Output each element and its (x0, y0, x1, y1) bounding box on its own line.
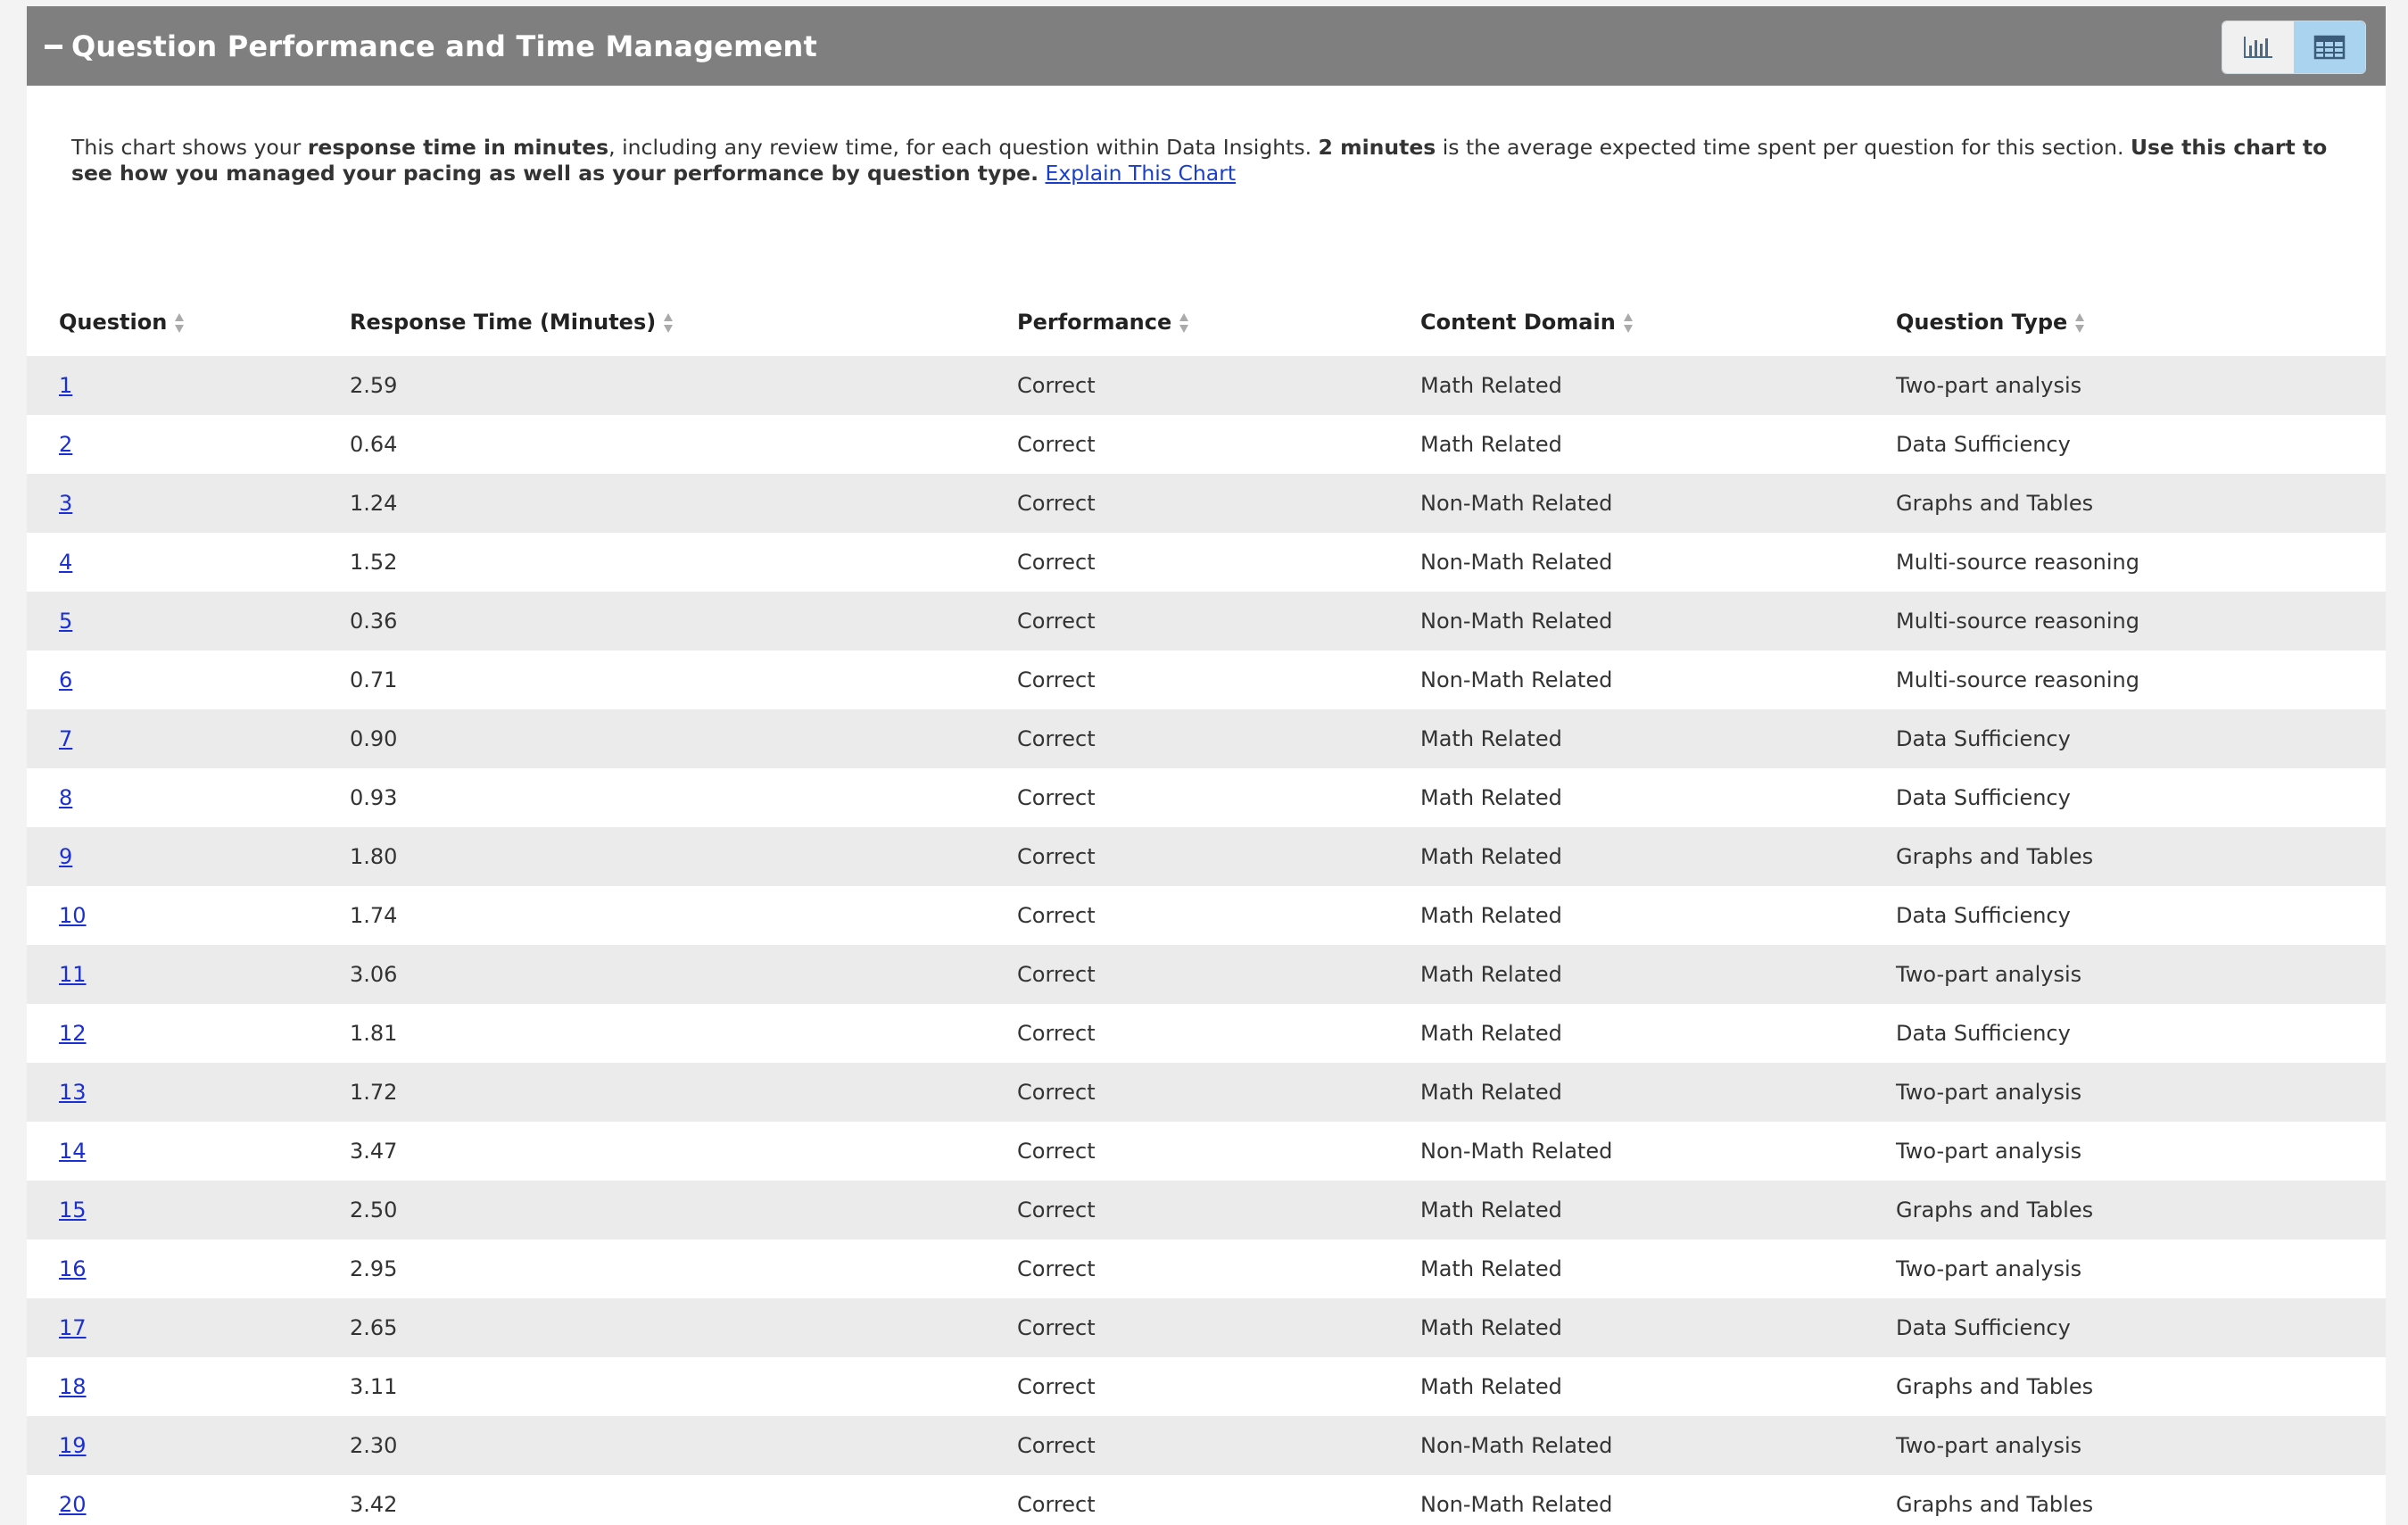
response-time-cell: 1.80 (350, 827, 1017, 886)
performance-cell: Correct (1017, 1239, 1420, 1298)
table-row (27, 1239, 2386, 1298)
question-cell (27, 533, 350, 592)
performance-cell: Correct (1017, 827, 1420, 886)
content-domain-cell: Math Related (1420, 1239, 1896, 1298)
question-cell (27, 651, 350, 709)
question-number-link[interactable]: 3 (59, 491, 73, 516)
question-cell (27, 1475, 350, 1525)
sort-icon (1179, 311, 1189, 335)
performance-cell: Correct (1017, 592, 1420, 651)
description-text: is the average expected time spent per question for this section. (1436, 135, 2131, 160)
content-domain-cell: Math Related (1420, 1357, 1896, 1416)
description-text: This chart shows your (71, 135, 308, 160)
question-number-link[interactable]: 18 (59, 1374, 87, 1399)
content-domain-cell: Math Related (1420, 1004, 1896, 1063)
content-domain-cell: Non-Math Related (1420, 592, 1896, 651)
question-type-cell: Two-part analysis (1896, 1122, 2386, 1181)
response-time-cell: 1.52 (350, 533, 1017, 592)
question-number-link[interactable]: 17 (59, 1315, 87, 1340)
chart-description (71, 135, 2355, 186)
question-number-link[interactable]: 13 (59, 1080, 87, 1105)
question-number-link[interactable]: 5 (59, 609, 73, 634)
table-row (27, 474, 2386, 533)
question-type-cell: Graphs and Tables (1896, 1475, 2386, 1525)
table-header-row (27, 288, 2386, 356)
table-row (27, 533, 2386, 592)
table-row (27, 827, 2386, 886)
question-cell (27, 827, 350, 886)
question-type-cell: Data Sufficiency (1896, 1004, 2386, 1063)
question-type-cell: Graphs and Tables (1896, 474, 2386, 533)
response-time-cell: 0.36 (350, 592, 1017, 651)
response-time-cell: 2.95 (350, 1239, 1017, 1298)
response-time-cell: 0.71 (350, 651, 1017, 709)
table-row (27, 709, 2386, 768)
sort-icon (663, 311, 674, 335)
question-number-link[interactable]: 12 (59, 1021, 87, 1046)
question-number-link[interactable]: 16 (59, 1256, 87, 1281)
question-number-link[interactable]: 4 (59, 550, 73, 575)
performance-cell: Correct (1017, 1122, 1420, 1181)
table-row (27, 356, 2386, 415)
description-bold: response time in minutes (307, 135, 609, 160)
view-toggle (2222, 21, 2366, 74)
question-cell (27, 1416, 350, 1475)
question-number-link[interactable]: 11 (59, 962, 87, 987)
sort-icon (2074, 311, 2085, 335)
question-number-link[interactable]: 15 (59, 1198, 87, 1222)
table-grid-icon (2313, 35, 2346, 60)
question-type-cell: Graphs and Tables (1896, 827, 2386, 886)
chart-view-button[interactable] (2222, 21, 2294, 73)
performance-cell: Correct (1017, 945, 1420, 1004)
response-time-cell: 2.30 (350, 1416, 1017, 1475)
question-cell (27, 592, 350, 651)
content-domain-cell: Non-Math Related (1420, 1475, 1896, 1525)
question-type-cell: Data Sufficiency (1896, 886, 2386, 945)
content-domain-cell: Non-Math Related (1420, 474, 1896, 533)
question-table (27, 288, 2386, 1525)
table-row (27, 1357, 2386, 1416)
question-number-link[interactable]: 9 (59, 844, 73, 869)
description-bold: Use this chart to see how you managed your pacing as well as your performance by question type. (71, 135, 2328, 186)
performance-cell: Correct (1017, 356, 1420, 415)
table-row (27, 1416, 2386, 1475)
response-time-cell: 1.74 (350, 886, 1017, 945)
content-domain-cell: Math Related (1420, 768, 1896, 827)
question-cell (27, 1181, 350, 1239)
table-row (27, 1475, 2386, 1525)
performance-cell: Correct (1017, 1181, 1420, 1239)
question-cell (27, 1239, 350, 1298)
question-type-cell: Two-part analysis (1896, 1063, 2386, 1122)
performance-cell: Correct (1017, 651, 1420, 709)
question-type-cell: Multi-source reasoning (1896, 533, 2386, 592)
question-type-cell: Two-part analysis (1896, 1416, 2386, 1475)
question-type-cell: Multi-source reasoning (1896, 592, 2386, 651)
question-type-cell: Data Sufficiency (1896, 1298, 2386, 1357)
response-time-cell: 1.81 (350, 1004, 1017, 1063)
question-number-link[interactable]: 19 (59, 1433, 87, 1458)
response-time-cell: 3.06 (350, 945, 1017, 1004)
response-time-cell: 2.50 (350, 1181, 1017, 1239)
response-time-cell: 0.64 (350, 415, 1017, 474)
response-time-cell: 1.24 (350, 474, 1017, 533)
question-cell (27, 474, 350, 533)
question-type-cell: Two-part analysis (1896, 945, 2386, 1004)
table-row (27, 1181, 2386, 1239)
response-time-cell: 3.11 (350, 1357, 1017, 1416)
content-domain-cell: Non-Math Related (1420, 1416, 1896, 1475)
question-performance-panel (27, 6, 2386, 1525)
question-cell (27, 1063, 350, 1122)
performance-cell: Correct (1017, 1357, 1420, 1416)
response-time-cell: 0.93 (350, 768, 1017, 827)
question-type-cell: Graphs and Tables (1896, 1357, 2386, 1416)
content-domain-cell: Math Related (1420, 827, 1896, 886)
table-view-button[interactable] (2294, 21, 2365, 73)
performance-cell: Correct (1017, 1416, 1420, 1475)
question-cell (27, 1357, 350, 1416)
response-time-cell: 3.42 (350, 1475, 1017, 1525)
question-cell (27, 356, 350, 415)
content-domain-cell: Non-Math Related (1420, 533, 1896, 592)
bar-chart-icon (2242, 35, 2274, 60)
question-cell (27, 1298, 350, 1357)
table-row (27, 886, 2386, 945)
performance-cell: Correct (1017, 474, 1420, 533)
question-number-link[interactable]: 2 (59, 432, 73, 457)
description-text: , including any review time, for each question within Data Insights. (608, 135, 1319, 160)
content-domain-cell: Math Related (1420, 945, 1896, 1004)
question-cell (27, 945, 350, 1004)
content-domain-cell: Math Related (1420, 356, 1896, 415)
question-type-cell: Two-part analysis (1896, 356, 2386, 415)
question-cell (27, 768, 350, 827)
content-domain-cell: Math Related (1420, 1298, 1896, 1357)
performance-cell: Correct (1017, 533, 1420, 592)
panel-header (27, 6, 2386, 86)
question-type-cell: Data Sufficiency (1896, 709, 2386, 768)
table-row (27, 1004, 2386, 1063)
performance-cell: Correct (1017, 1298, 1420, 1357)
sort-icon (174, 311, 185, 335)
question-number-link[interactable]: 7 (59, 726, 73, 751)
performance-cell: Correct (1017, 709, 1420, 768)
column-header-performance[interactable]: Performance (1017, 288, 1420, 356)
response-time-cell: 2.65 (350, 1298, 1017, 1357)
response-time-cell: 1.72 (350, 1063, 1017, 1122)
table-row (27, 1298, 2386, 1357)
description-bold: 2 minutes (1318, 135, 1436, 160)
minus-icon (45, 45, 62, 49)
response-time-cell: 2.59 (350, 356, 1017, 415)
performance-cell: Correct (1017, 768, 1420, 827)
column-header-content-domain[interactable]: Content Domain (1420, 288, 1896, 356)
question-cell (27, 886, 350, 945)
question-cell (27, 1004, 350, 1063)
column-header-question[interactable]: Question (27, 288, 350, 356)
table-row (27, 1063, 2386, 1122)
question-number-link[interactable]: 10 (59, 903, 87, 928)
column-header-question-type[interactable]: Question Type (1896, 288, 2386, 356)
content-domain-cell: Math Related (1420, 886, 1896, 945)
question-cell (27, 1122, 350, 1181)
content-domain-cell: Non-Math Related (1420, 1122, 1896, 1181)
question-type-cell: Data Sufficiency (1896, 415, 2386, 474)
column-header-response-time[interactable]: Response Time (Minutes) (350, 288, 1017, 356)
table-body (27, 356, 2386, 1525)
sort-icon (1623, 311, 1634, 335)
table-row (27, 592, 2386, 651)
question-cell (27, 415, 350, 474)
content-domain-cell: Math Related (1420, 1181, 1896, 1239)
explain-chart-link[interactable]: Explain This Chart (1045, 161, 1237, 186)
question-cell (27, 709, 350, 768)
performance-cell: Correct (1017, 1475, 1420, 1525)
response-time-cell: 3.47 (350, 1122, 1017, 1181)
content-domain-cell: Math Related (1420, 415, 1896, 474)
question-number-link[interactable]: 20 (59, 1492, 87, 1517)
question-number-link[interactable]: 8 (59, 785, 73, 810)
question-type-cell: Multi-source reasoning (1896, 651, 2386, 709)
question-number-link[interactable]: 14 (59, 1139, 87, 1164)
question-number-link[interactable]: 1 (59, 373, 73, 398)
performance-cell: Correct (1017, 886, 1420, 945)
question-type-cell: Graphs and Tables (1896, 1181, 2386, 1239)
table-row (27, 651, 2386, 709)
panel-title: Question Performance and Time Management (71, 29, 818, 63)
performance-cell: Correct (1017, 1063, 1420, 1122)
question-type-cell: Two-part analysis (1896, 1239, 2386, 1298)
table-row (27, 415, 2386, 474)
collapse-toggle[interactable] (45, 29, 817, 63)
question-type-cell: Data Sufficiency (1896, 768, 2386, 827)
content-domain-cell: Non-Math Related (1420, 651, 1896, 709)
table-row (27, 945, 2386, 1004)
table-row (27, 1122, 2386, 1181)
response-time-cell: 0.90 (350, 709, 1017, 768)
performance-cell: Correct (1017, 415, 1420, 474)
question-number-link[interactable]: 6 (59, 667, 73, 692)
content-domain-cell: Math Related (1420, 709, 1896, 768)
table-row (27, 768, 2386, 827)
performance-cell: Correct (1017, 1004, 1420, 1063)
content-domain-cell: Math Related (1420, 1063, 1896, 1122)
